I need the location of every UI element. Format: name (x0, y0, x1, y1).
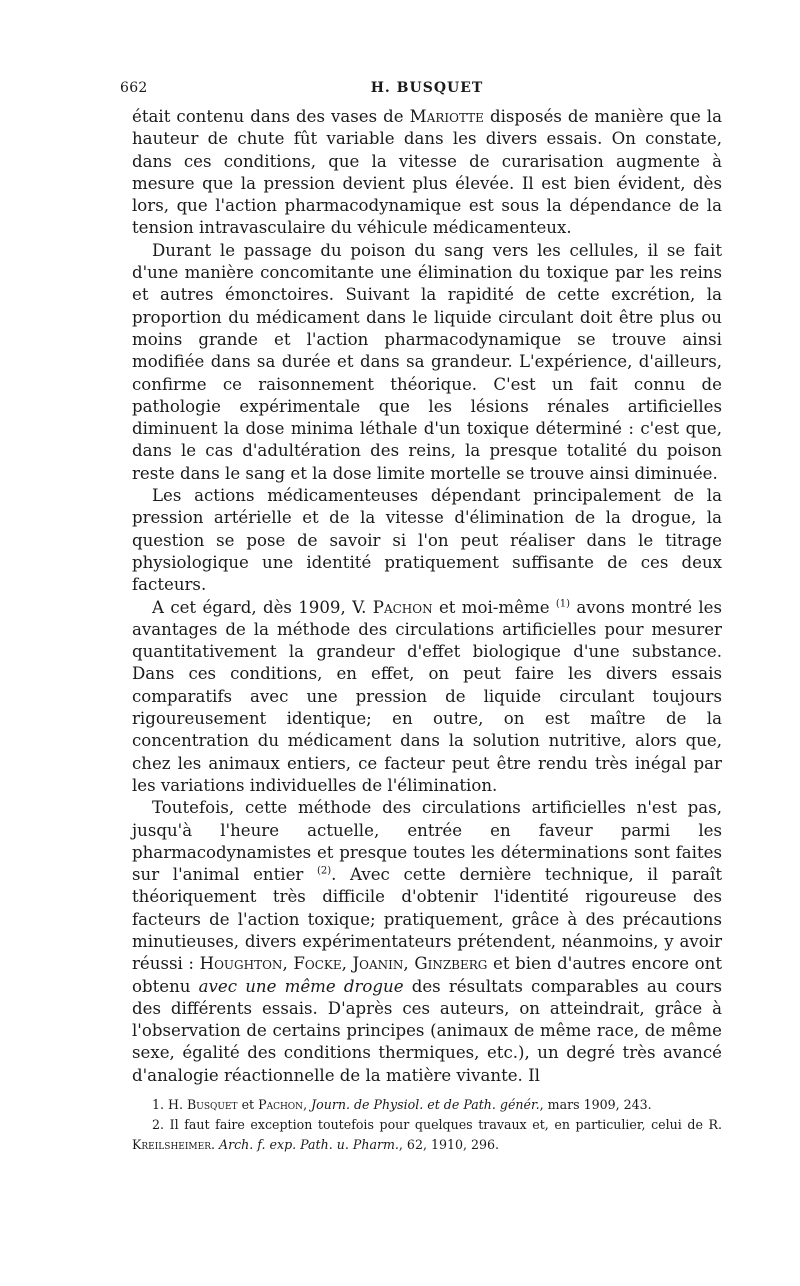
author-name: Kreilsheimer (132, 1137, 211, 1153)
text-run: et moi-même (432, 597, 556, 617)
body-text (132, 106, 722, 1087)
text-run: et bien d'autres encore ont obtenu (132, 954, 722, 996)
text-run: . (211, 1137, 220, 1153)
author-name: Ginzberg (414, 954, 488, 974)
author-name: Pachon (258, 1097, 304, 1113)
author-name: Mariotte (409, 107, 484, 126)
text-run: avons montré les avantages de la méthode des circulations artificielles pour mesurer quantitativement la grandeur d'effet biologique d'une substance. Dans ces conditions, en effet, on peut faire les divers essais comparatifs avec une pression de liquide circulant toujours rigoureusement identique; en outre, on est maître de la concentration du médicament dans la solution nutritive, alors que, chez les animaux entiers, ce facteur peut être rendu très inégal par les variations individuelles de l'élimination. (132, 597, 722, 795)
page-number: 662 (120, 80, 148, 96)
text-run: des résultats comparables au cours des différents essais. D'après ces auteurs, on atteindrait, grâce à l'observation de certains principes (animaux de même race, de même sexe, égalité des conditions thermiques, etc.), un degré très avancé d'analogie réactionnelle de la matière vivante. Il (132, 976, 723, 1085)
author-name: Pachon (372, 597, 433, 617)
text-run: 1. H. (152, 1097, 188, 1113)
footnotes (132, 1095, 722, 1155)
paragraph (132, 485, 722, 596)
paragraph (132, 240, 722, 485)
text-run: , 62, 1910, 296. (398, 1137, 500, 1153)
italic-text: avec une même drogue (198, 976, 404, 996)
text-run: , (403, 954, 415, 974)
text-run: A cet égard, dès 1909, V. (152, 597, 373, 617)
text-run: Durant le passage du poison du sang vers les cellules, il se fait d'une manière concomitante une élimination du toxique par les reins et autres émonctoires. Suivant la rapidité de cette excrétion, la proportion du médicament dans le liquide circulant doit être plus ou moins grande et l'action pharmacodynamique se trouve ainsi modifiée dans sa durée et dans sa grandeur. L'expérience, d'ailleurs, confirme ce raisonnement théorique. C'est un fait connu de pathologie expérimentale que les lésions rénales artificielles diminuent la dose minima léthale d'un toxique déterminé : c'est que, dans le cas d'adultération des reins, la presque totalité du poison reste dans le sang et la dose limite mortelle se trouve ainsi diminuée. (132, 240, 722, 483)
author-name: Joanin (352, 954, 404, 974)
author-name: Busquet (187, 1097, 238, 1113)
page (120, 78, 723, 1155)
author-name: Focke (293, 954, 342, 974)
text-run: disposés de manière que la hauteur de chute fût variable dans les divers essais. On constate, dans ces conditions, que la vitesse de curarisation augmente à mesure que la pression devient plus élevée. Il est bien évident, dès lors, que l'action pharmacodynamique est sous la dépendance de la tension intravasculaire du véhicule médicamenteux. (132, 107, 723, 238)
running-head: H. BUSQUET (370, 80, 484, 96)
text-run: , mars 1909, 243. (539, 1097, 652, 1113)
text-run: , (341, 954, 353, 974)
paragraph (132, 597, 722, 798)
text-run: , (282, 954, 294, 974)
footnote-ref: (1) (555, 598, 571, 609)
italic-text: Journ. de Physiol. et de Path. génér. (311, 1097, 540, 1113)
text-run: et (237, 1097, 259, 1113)
text-run: Les actions médicamenteuses dépendant principalement de la pression artérielle et de la vitesse d'élimination de la drogue, la question se pose de savoir si l'on peut réaliser dans le titrage physiologique une identité pratiquement suffisante de ces deux facteurs. (132, 486, 722, 595)
text-run: , (303, 1097, 312, 1113)
footnote (132, 1115, 722, 1155)
text-run: . Avec cette dernière technique, il paraît théoriquement très difficile d'obtenir l'identité rigoureuse des facteurs de l'action toxique; pratiquement, grâce à des précautions minutieuses, divers expérimentateurs prétendent, néanmoins, y avoir réussi : (132, 865, 722, 974)
text-run: était contenu dans des vases de (132, 107, 410, 126)
paragraph (132, 106, 722, 240)
text-run: 2. Il faut faire exception toutefois pour quelques travaux et, en particulier, celui de R. (152, 1117, 722, 1133)
page-header (120, 78, 722, 100)
footnote-ref: (2) (316, 865, 332, 877)
italic-text: Arch. f. exp. Path. u. Pharm. (219, 1137, 399, 1153)
paragraph (132, 797, 722, 1087)
author-name: Houghton (199, 954, 283, 974)
text-run: Toutefois, cette méthode des circulations artificielles n'est pas, jusqu'à l'heure actuelle, entrée en faveur parmi les pharmacodynamistes et presque toutes les déterminations sont faites sur l'animal entier (132, 798, 722, 885)
footnote (132, 1095, 722, 1115)
